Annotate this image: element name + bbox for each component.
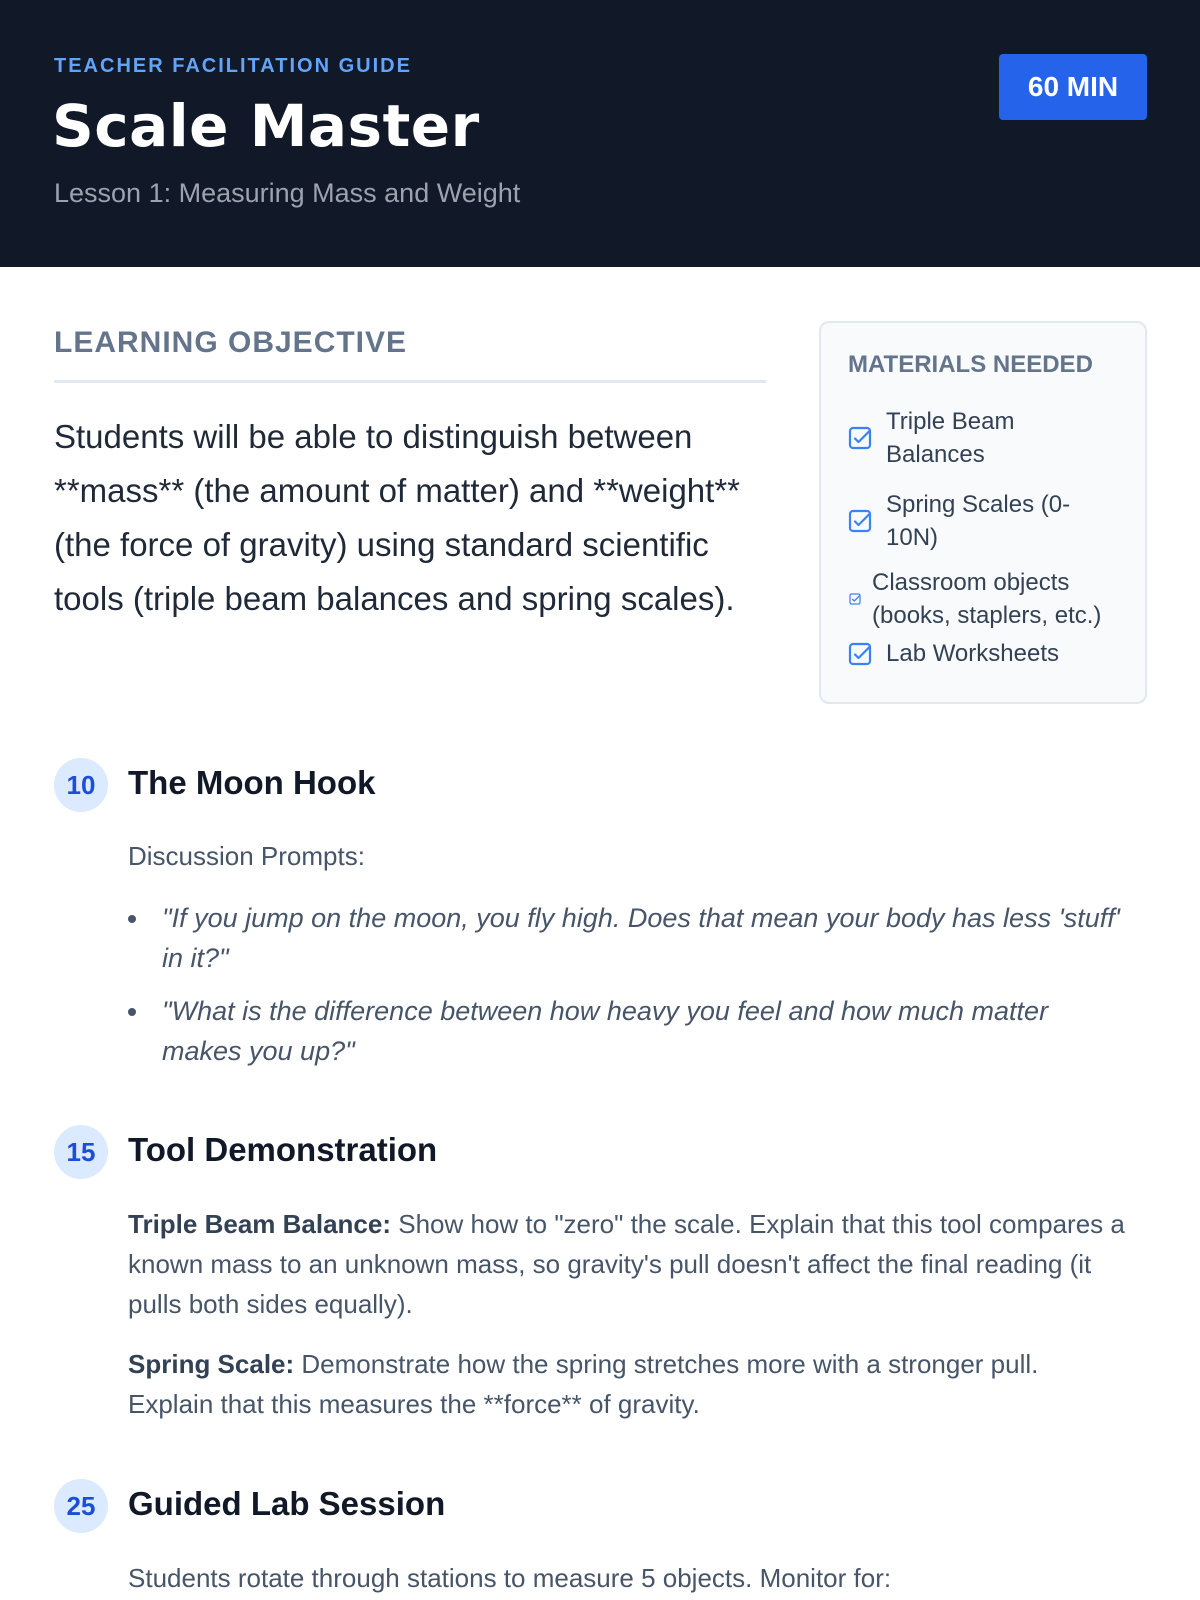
- material-item: [848, 566, 1138, 632]
- list-item: [128, 898, 1128, 978]
- material-item: [848, 637, 1118, 670]
- section-minutes-badge: 15: [54, 1125, 108, 1179]
- objective-text: Students will be able to distinguish between **mass** (the amount of matter) and **weight** (the force of gravity) using standard scientific tools (triple beam balances and spring scales).: [54, 418, 741, 617]
- demo-paragraph: [128, 1344, 1128, 1424]
- bullet-dot: [128, 915, 136, 923]
- material-label: Spring Scales (0-10N): [886, 491, 1071, 551]
- bullet-dot: [128, 1008, 136, 1016]
- materials-heading: MATERIALS NEEDED: [848, 351, 1093, 378]
- objective-heading: LEARNING OBJECTIVE: [54, 326, 408, 359]
- paragraph-lead: Spring Scale:: [128, 1349, 295, 1379]
- guide-eyebrow: TEACHER FACILITATION GUIDE: [54, 55, 412, 77]
- prompt-text: "What is the difference between how heavy you feel and how much matter makes you up?": [162, 996, 1049, 1066]
- check-square-icon: [848, 509, 872, 533]
- list-item: [128, 991, 1128, 1071]
- demo-paragraph: [128, 1204, 1128, 1324]
- prompts-label: Discussion Prompts:: [128, 841, 365, 871]
- material-item: [848, 405, 1118, 471]
- paragraph-lead: Triple Beam Balance:: [128, 1209, 391, 1239]
- section-title: Tool Demonstration: [128, 1131, 438, 1168]
- lab-paragraph: Students rotate through stations to measure 5 objects. Monitor for:: [128, 1563, 892, 1593]
- material-label: Triple Beam Balances: [886, 408, 1015, 468]
- section-minutes-badge: 10: [54, 758, 108, 812]
- guide-header: [0, 0, 1200, 267]
- check-square-icon: [848, 593, 862, 605]
- page-title: Scale Master: [52, 92, 480, 160]
- material-item: [848, 488, 1118, 554]
- objective-divider: [54, 380, 766, 383]
- duration-badge: 60 MIN: [999, 54, 1147, 120]
- materials-panel: [819, 321, 1147, 704]
- section-minutes-badge: 25: [54, 1479, 108, 1533]
- section-title: The Moon Hook: [128, 764, 376, 801]
- material-label: Classroom objects (books, staplers, etc.): [872, 569, 1102, 629]
- material-label: Lab Worksheets: [886, 640, 1059, 667]
- prompt-text: "If you jump on the moon, you fly high. Does that mean your body has less 'stuff' in it?": [162, 903, 1120, 973]
- lesson-subtitle: Lesson 1: Measuring Mass and Weight: [54, 178, 521, 208]
- check-square-icon: [848, 642, 872, 666]
- paragraph-text: Demonstrate how the spring stretches more with a stronger pull. Explain that this measures the **force** of gravity.: [128, 1349, 1039, 1419]
- paragraph-text: Show how to "zero" the scale. Explain that this tool compares a known mass to an unknown mass, so gravity's pull doesn't affect the final reading (it pulls both sides equally).: [128, 1209, 1125, 1319]
- section-title: Guided Lab Session: [128, 1485, 446, 1522]
- check-square-icon: [848, 426, 872, 450]
